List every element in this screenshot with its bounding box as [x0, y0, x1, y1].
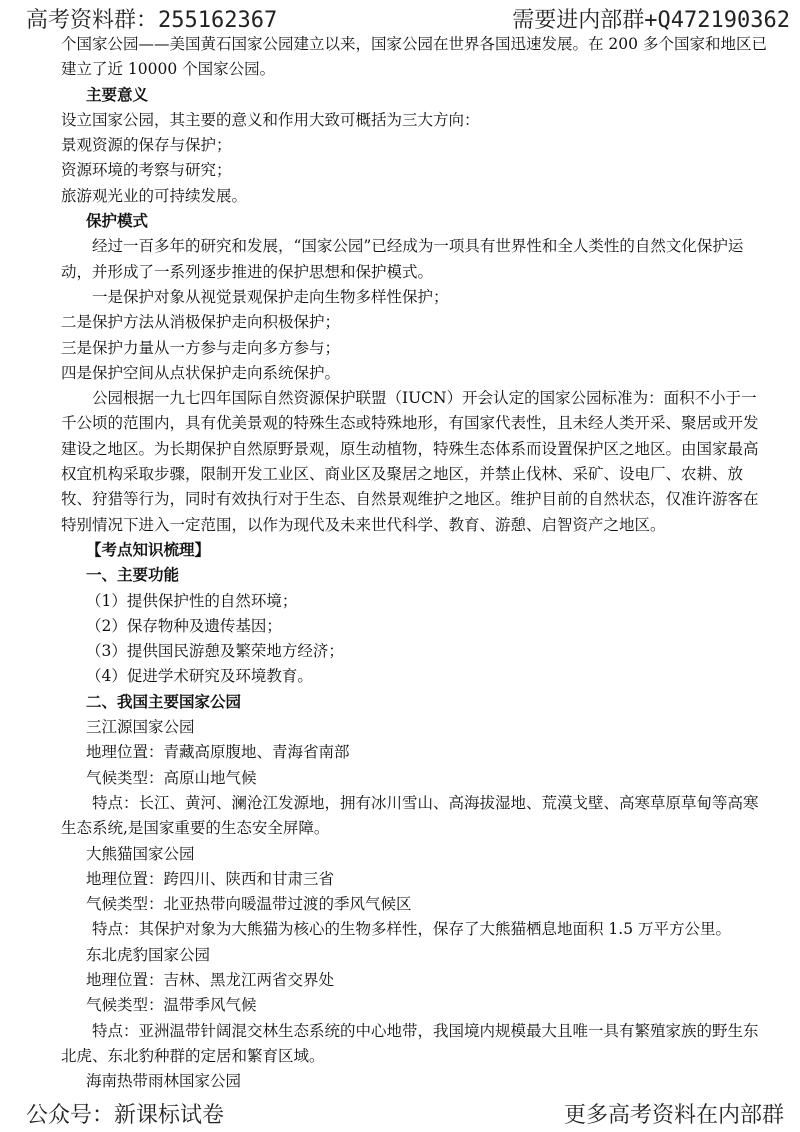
park-climate: 气候类型：北亚热带向暖温带过渡的季风气候区 — [86, 895, 412, 914]
park-name: 三江源国家公园 — [86, 718, 195, 737]
park-location: 地理位置：青藏高原腹地、青海省南部 — [86, 743, 350, 762]
protection-item: 三是保护力量从一方参与走向多方参与； — [61, 338, 341, 357]
protection-item: 四是保护空间从点状保护走向系统保护。 — [61, 363, 341, 382]
park-location: 地理位置：吉林、黑龙江两省交界处 — [86, 970, 335, 989]
parks-heading: 二、我国主要国家公园 — [86, 692, 242, 711]
protection-item: 二是保护方法从消极保护走向积极保护； — [61, 313, 341, 332]
protection-lead: 经过一百多年的研究和发展，“国家公园”已经成为一项具有世界性和全人类性的自然文化保护运动，并形成了一系列逐步推进的保护思想和保护模式。 — [61, 237, 744, 281]
park-features: 特点：长江、黄河、澜沧江发源地，拥有冰川雪山、高海拔湿地、荒漠戈壁、高寒草原草甸等高寒生态系统,是国家重要的生态安全屏障。 — [61, 793, 759, 838]
function-item: （2）保存物种及遗传基因； — [86, 616, 282, 635]
knowledge-heading: 【考点知识梳理】 — [86, 540, 211, 559]
iucn-paragraph: 公园根据一九七四年国际自然资源保护联盟（IUCN）开会认定的国家公园标准为：面积不小于一千公顷的范围内，具有优美景观的特殊生态或特殊地形，有国家代表性，且未经人类开采、聚居或开发建设之地区。为长期保护自然原野景观，原生动植物，特殊生态体系而设置保护区之地区。由国家最高权宜机构采取步骤，限制开发工业区、商业区及聚居之地区，并禁止伐林、采矿、设电厂、农耕、放牧、狩猎等行为，同时有效执行对于生态、自然景观维护之地区。维护目前的自然状态，仅准许游客在特别情况下进入一定范围，以作为现代及未来世代科学、教育、游憩、启智资产之地区。 — [61, 389, 759, 534]
footer-account-text: 公众号：新课标试卷 — [26, 1102, 225, 1128]
park-climate: 气候类型：温带季风气候 — [86, 996, 257, 1015]
footer-banner — [0, 1094, 800, 1132]
protection-heading: 保护模式 — [86, 212, 149, 231]
functions-heading: 一、主要功能 — [86, 566, 180, 585]
function-item: （4）促进学术研究及环境教育。 — [86, 667, 313, 686]
significance-item: 旅游观光业的可持续发展。 — [61, 186, 248, 205]
function-item: （3）提供国民游憩及繁荣地方经济； — [86, 642, 344, 661]
intro-paragraph: 个国家公园——美国黄石国家公园建立以来，国家公园在世界各国迅速发展。在 200 多个国家和地区已建立了近 10000 个国家公园。 — [61, 35, 767, 79]
park-features: 特点：其保护对象为大熊猫为核心的生物多样性，保存了大熊猫栖息地面积 1.5 万平方公里。 — [92, 920, 732, 939]
significance-lead: 设立国家公园，其主要的意义和作用大致可概括为三大方向： — [61, 110, 480, 129]
header-group-text: 高考资料群：255162367 — [26, 7, 278, 33]
park-climate: 气候类型：高原山地气候 — [86, 768, 257, 787]
park-name: 海南热带雨林国家公园 — [86, 1072, 242, 1091]
header-contact-text: 需要进内部群+Q472190362 — [512, 7, 790, 33]
footer-more-text: 更多高考资料在内部群 — [563, 1102, 784, 1128]
function-item: （1）提供保护性的自然环境； — [86, 591, 298, 610]
document-body — [61, 32, 770, 1094]
significance-item: 景观资源的保存与保护； — [61, 136, 232, 155]
significance-item: 资源环境的考察与研究； — [61, 161, 232, 180]
park-features: 特点：亚洲温带针阔混交林生态系统的中心地带，我国境内规模最大且唯一具有繁殖家族的野生东北虎、东北豹种群的定居和繁育区域。 — [61, 1021, 759, 1065]
park-name: 大熊猫国家公园 — [86, 844, 195, 863]
significance-heading: 主要意义 — [86, 85, 149, 104]
protection-item: 一是保护对象从视觉景观保护走向生物多样性保护； — [92, 287, 449, 306]
park-name: 东北虎豹国家公园 — [86, 945, 211, 964]
header-banner — [0, 0, 800, 36]
park-location: 地理位置：跨四川、陕西和甘肃三省 — [86, 869, 335, 888]
